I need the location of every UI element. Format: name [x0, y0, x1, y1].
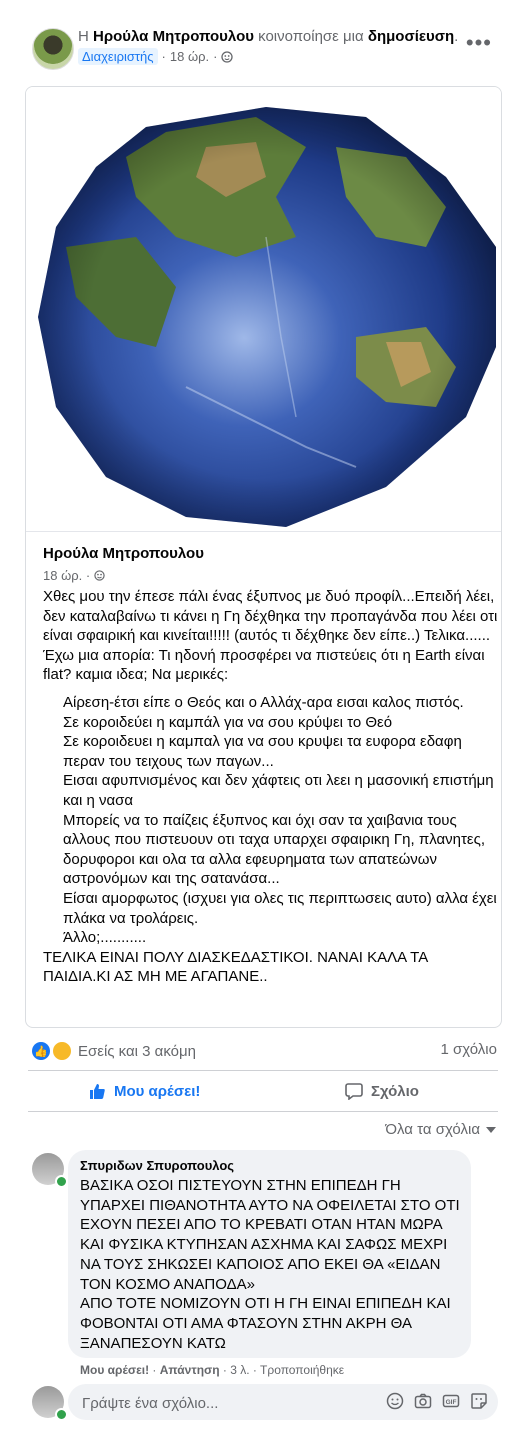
header-prefix: Η — [78, 28, 89, 45]
like-button[interactable] — [88, 1073, 200, 1109]
divider — [28, 1070, 498, 1071]
comment-like-link[interactable]: Μου αρέσει! — [80, 1363, 150, 1377]
divider — [28, 1111, 498, 1112]
more-dots-icon[interactable]: ••• — [465, 30, 492, 55]
commenter-name[interactable]: Σπυριδων Σπυροπουλος — [80, 1158, 235, 1173]
thumbs-up-icon — [88, 1082, 106, 1100]
emoji-icon[interactable] — [386, 1392, 404, 1410]
like-reaction-icon: 👍 — [32, 1042, 50, 1060]
comment-actions: Μου αρέσει! · Απάντηση · 3 λ. · Τροποποιήθηκε — [80, 1363, 345, 1377]
comment-button-label: Σχόλιο — [371, 1082, 419, 1100]
online-status-dot — [55, 1175, 68, 1188]
comment-text — [80, 1176, 460, 1353]
shared-post-meta: 18 ώρ. · — [43, 568, 105, 583]
comments-count[interactable]: 1 σχόλιο — [440, 1041, 497, 1058]
shared-image[interactable] — [26, 87, 501, 532]
list-item: Είσαι αμορφωτος (ισχυει για ολες τις περιπτωσεις αυτο) αλλα έχει πλάκα να τρολάρεις. — [63, 889, 497, 927]
audience-friends-icon[interactable] — [221, 51, 233, 63]
comments-filter-label: Όλα τα σχόλια — [385, 1121, 480, 1138]
like-button-label: Μου αρέσει! — [114, 1082, 201, 1100]
sticker-icon[interactable] — [470, 1392, 488, 1410]
audience-friends-icon[interactable] — [94, 570, 105, 581]
comment-input[interactable] — [80, 1384, 354, 1422]
list-item: Σε κοροιδεύει η καμπάλ για να σου κρύψει το Θεό — [63, 713, 393, 731]
list-item: Άλλο;........... — [63, 929, 147, 947]
earth-image — [26, 87, 501, 531]
post-closing: ΤΕΛΙΚΑ ΕΙΝΑΙ ΠΟΛΥ ΔΙΑΣΚΕΔΑΣΤΙΚΟΙ. ΝΑΝΑΙ ΚΑΛΑ ΤΑ ΠΑΙΔΙΑ.ΚΙ ΑΣ ΜΗ ΜΕ ΑΓΑΠΑΝΕ.. — [43, 948, 428, 986]
list-item: Εισαι αφυπνισμένος και δεν χάφτεις οτι λεει η μασονική επιστήμη και η νασα — [63, 772, 494, 809]
comment-line: ΑΠΟ ΤΟΤΕ ΝΟΜΙΖΟΥΝ ΟΤΙ Η ΓΗ ΕΙΝΑΙ ΕΠΙΠΕΔΗ ΚΑΙ ΦΟΒΟΝΤΑΙ ΟΤΙ ΑΜΑ ΦΤΑΣΟΥΝ ΣΤΗΝ ΑΚΡΗ ΘΑ ΞΑΝΑΠΕΣΟΥΝ ΚΑΤΩ — [80, 1295, 451, 1352]
post-paragraph: Χθες μου την έπεσε πάλι ένας έξυπνος με δυό προφίλ...Επειδή λέει, δεν καταλαβαίνω τι κάνει η Γη δέχθηκα την προπαγάνδα που λέει οτι είναι σφαιρική και κινείται!!!!! (αυτός τι δέχθηκε δεν είπε..) Τελικα...... — [43, 588, 498, 645]
reactions-summary[interactable] — [32, 1041, 196, 1061]
post-meta: Διαχειριστής · 18 ώρ. · — [78, 48, 233, 65]
comment-button[interactable] — [345, 1073, 419, 1109]
shared-post-link[interactable]: δημοσίευση — [367, 28, 455, 45]
post-header-line: Η Ηρούλα Μητροπουλου κοινοποίησε μια δημοσίευση. — [78, 28, 459, 45]
comment-tools — [386, 1392, 488, 1410]
shared-post-text — [43, 587, 498, 987]
admin-badge[interactable]: Διαχειριστής — [78, 48, 158, 65]
list-item: Μπορείς να το παίζεις έξυπνος και όχι σαν τα χαιβανια τους αλλους που πιστευουν οτι ταχα υπαρχει σφαιρικη Γη, πλανητες, δορυφοροι και ολα τα αλλα εφευρηματα των απατεώνων αστρονόμων και της σατανάσα... — [63, 811, 486, 888]
comments-filter[interactable] — [385, 1121, 496, 1138]
shared-author-name[interactable]: Ηρούλα Μητροπουλου — [43, 545, 204, 562]
shared-post[interactable] — [25, 86, 502, 1028]
online-status-dot — [55, 1408, 68, 1421]
post-paragraph: Έχω μια απορία: Τι ηδονή προσφέρει να πιστεύεις ότι η Earth είναι flat? καμια ιδεα; Να μερικές: — [43, 646, 485, 684]
comment-edited-label: Τροποποιήθηκε — [260, 1363, 345, 1377]
author-name-link[interactable]: Ηρούλα Μητροπουλου — [93, 28, 254, 45]
list-item: Σε κοροιδευει η καμπαλ για να σου κρυψει τα ευφορα εδαφη περαν του τειχους των παγων... — [63, 733, 462, 770]
comment-line: ΒΑΣΙΚΑ ΟΣΟΙ ΠΙΣΤΕΥΟΥΝ ΣΤΗΝ ΕΠΙΠΕΔΗ ΓΗ ΥΠΑΡΧΕΙ ΠΙΘΑΝΟΤΗΤΑ ΑΥΤΟ ΝΑ ΟΦΕΙΛΕΤΑΙ ΣΤΟ ΟΤΙ ΕΧΟΥΝ ΠΕΣΕΙ ΑΠΟ ΤΟ ΚΡΕΒΑΤΙ ΟΤΑΝ ΗΤΑΝ ΜΩΡΑ ΚΑΙ ΦΥΣΙΚΑ ΚΤΥΠΗΣΑΝ ΑΣΧΗΜΑ ΚΑΙ ΣΑΦΩΣ ΜΕΧΡΙ ΝΑ ΤΟΥΣ ΣΗΚΩΣΕΙ ΚΑΠΟΙΟΣ ΑΠΟ ΕΚΕΙ ΘΑ «ΕΙΔΑΝ ΤΟΝ ΚΟΣΜΟ ΑΝΑΠΟΔΑ» — [80, 1177, 460, 1293]
list-item: Αίρεση-έτσι είπε ο Θεός και ο Αλλάχ-αρα εισαι καλος πιστός. — [63, 693, 464, 711]
haha-reaction-icon — [52, 1041, 72, 1061]
comment-time[interactable]: 3 λ. — [230, 1363, 250, 1377]
write-comment-box[interactable] — [68, 1384, 498, 1420]
svg-text:GIF: GIF — [445, 1399, 457, 1406]
reactions-text[interactable]: Εσείς και 3 ακόμη — [78, 1042, 196, 1060]
post-time[interactable]: 18 ώρ. — [169, 49, 210, 64]
comment-bubble — [68, 1150, 471, 1358]
caret-down-icon — [486, 1126, 496, 1134]
comment-reply-link[interactable]: Απάντηση — [159, 1363, 220, 1377]
comment-bubble-icon — [345, 1082, 363, 1100]
gif-icon[interactable] — [442, 1392, 460, 1410]
shared-post-time[interactable]: 18 ώρ. — [43, 568, 83, 583]
author-avatar[interactable] — [32, 28, 74, 70]
camera-icon[interactable] — [414, 1392, 432, 1410]
header-action: κοινοποίησε μια — [258, 28, 364, 45]
